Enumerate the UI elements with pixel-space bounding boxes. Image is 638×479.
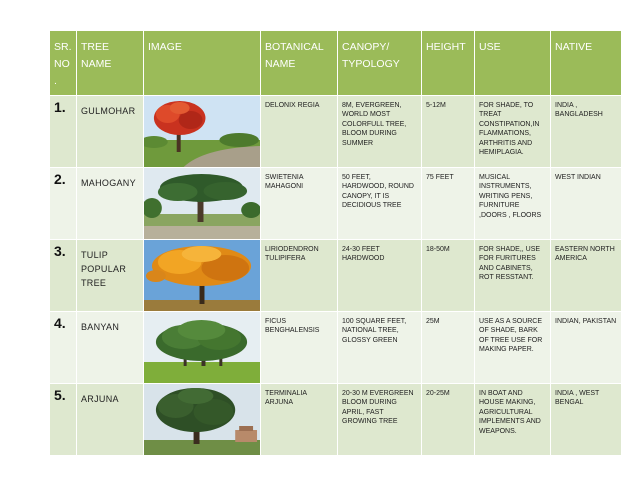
tree-native: INDIA , BANGLADESH xyxy=(551,96,622,168)
tree-native: EASTERN NORTH AMERICA xyxy=(551,240,622,312)
botanical-name: FICUS BENGHALENSIS xyxy=(261,312,338,384)
tree-height: 75 FEET xyxy=(422,168,475,240)
tree-height: 25M xyxy=(422,312,475,384)
gulmohar-tree-photo xyxy=(144,96,260,167)
header-sr-no: SR. NO . xyxy=(50,31,77,96)
tree-table xyxy=(49,30,622,456)
tree-use: USE AS A SOURCE OF SHADE, BARK OF TREE USE FOR MAKING PAPER. xyxy=(475,312,551,384)
botanical-name: SWIETENIA MAHAGONI xyxy=(261,168,338,240)
canopy-typology: 8M, EVERGREEN, WORLD MOST COLORFULL TREE, BLOOM DURING SUMMER xyxy=(338,96,422,168)
row-number: 2. xyxy=(50,168,77,240)
tree-image-cell xyxy=(144,240,261,312)
tree-name: MAHOGANY xyxy=(77,168,144,240)
header-native: NATIVE xyxy=(551,31,622,96)
botanical-name: DELONIX REGIA xyxy=(261,96,338,168)
row-number: 1. xyxy=(50,96,77,168)
canopy-typology: 20-30 M EVERGREEN BLOOM DURING APRIL, FAST GROWING TREE xyxy=(338,384,422,456)
table-row xyxy=(50,168,622,240)
header-tree-name: TREE NAME xyxy=(77,31,144,96)
tree-height: 5-12M xyxy=(422,96,475,168)
canopy-typology: 100 SQUARE FEET, NATIONAL TREE, GLOSSY GREEN xyxy=(338,312,422,384)
tree-name: GULMOHAR xyxy=(77,96,144,168)
tree-use: MUSICAL INSTRUMENTS, WRITING PENS, FURNITURE ,DOORS , FLOORS xyxy=(475,168,551,240)
canopy-typology: 50 FEET, HARDWOOD, ROUND CANOPY, IT IS DECIDIOUS TREE xyxy=(338,168,422,240)
tree-name: ARJUNA xyxy=(77,384,144,456)
tree-use: FOR SHADE, TO TREAT CONSTIPATION,IN FLAMMATIONS, ARTHRITIS AND HEMIPLAGIA. xyxy=(475,96,551,168)
tree-native: WEST INDIAN xyxy=(551,168,622,240)
tree-use: IN BOAT AND HOUSE MAKING, AGRICULTURAL IMPLEMENTS AND WEAPONS. xyxy=(475,384,551,456)
header-use: USE xyxy=(475,31,551,96)
header-canopy-typology: CANOPY/ TYPOLOGY xyxy=(338,31,422,96)
tree-native: INDIAN, PAKISTAN xyxy=(551,312,622,384)
row-number: 5. xyxy=(50,384,77,456)
row-number: 3. xyxy=(50,240,77,312)
header-height: HEIGHT xyxy=(422,31,475,96)
tree-image-cell xyxy=(144,384,261,456)
table-row xyxy=(50,312,622,384)
tree-height: 18-50M xyxy=(422,240,475,312)
table-row xyxy=(50,384,622,456)
tulip-tree-photo xyxy=(144,240,260,311)
tree-height: 20-25M xyxy=(422,384,475,456)
row-number: 4. xyxy=(50,312,77,384)
botanical-name: TERMINALIA ARJUNA xyxy=(261,384,338,456)
tree-table-container xyxy=(49,30,621,456)
table-row xyxy=(50,96,622,168)
tree-native: INDIA , WEST BENGAL xyxy=(551,384,622,456)
tree-name: BANYAN xyxy=(77,312,144,384)
tree-name: TULIP POPULAR TREE xyxy=(77,240,144,312)
arjuna-tree-photo xyxy=(144,384,260,455)
table-row xyxy=(50,240,622,312)
header-botanical-name: BOTANICAL NAME xyxy=(261,31,338,96)
tree-image-cell xyxy=(144,96,261,168)
mahogany-tree-photo xyxy=(144,168,260,239)
tree-image-cell xyxy=(144,312,261,384)
banyan-tree-photo xyxy=(144,312,260,383)
botanical-name: LIRIODENDRON TULIPIFERA xyxy=(261,240,338,312)
header-image: IMAGE xyxy=(144,31,261,96)
tree-use: FOR SHADE,, USE FOR FURITURES AND CABINETS, ROT RESSTANT. xyxy=(475,240,551,312)
tree-image-cell xyxy=(144,168,261,240)
canopy-typology: 24-30 FEET HARDWOOD xyxy=(338,240,422,312)
header-row xyxy=(50,31,622,96)
